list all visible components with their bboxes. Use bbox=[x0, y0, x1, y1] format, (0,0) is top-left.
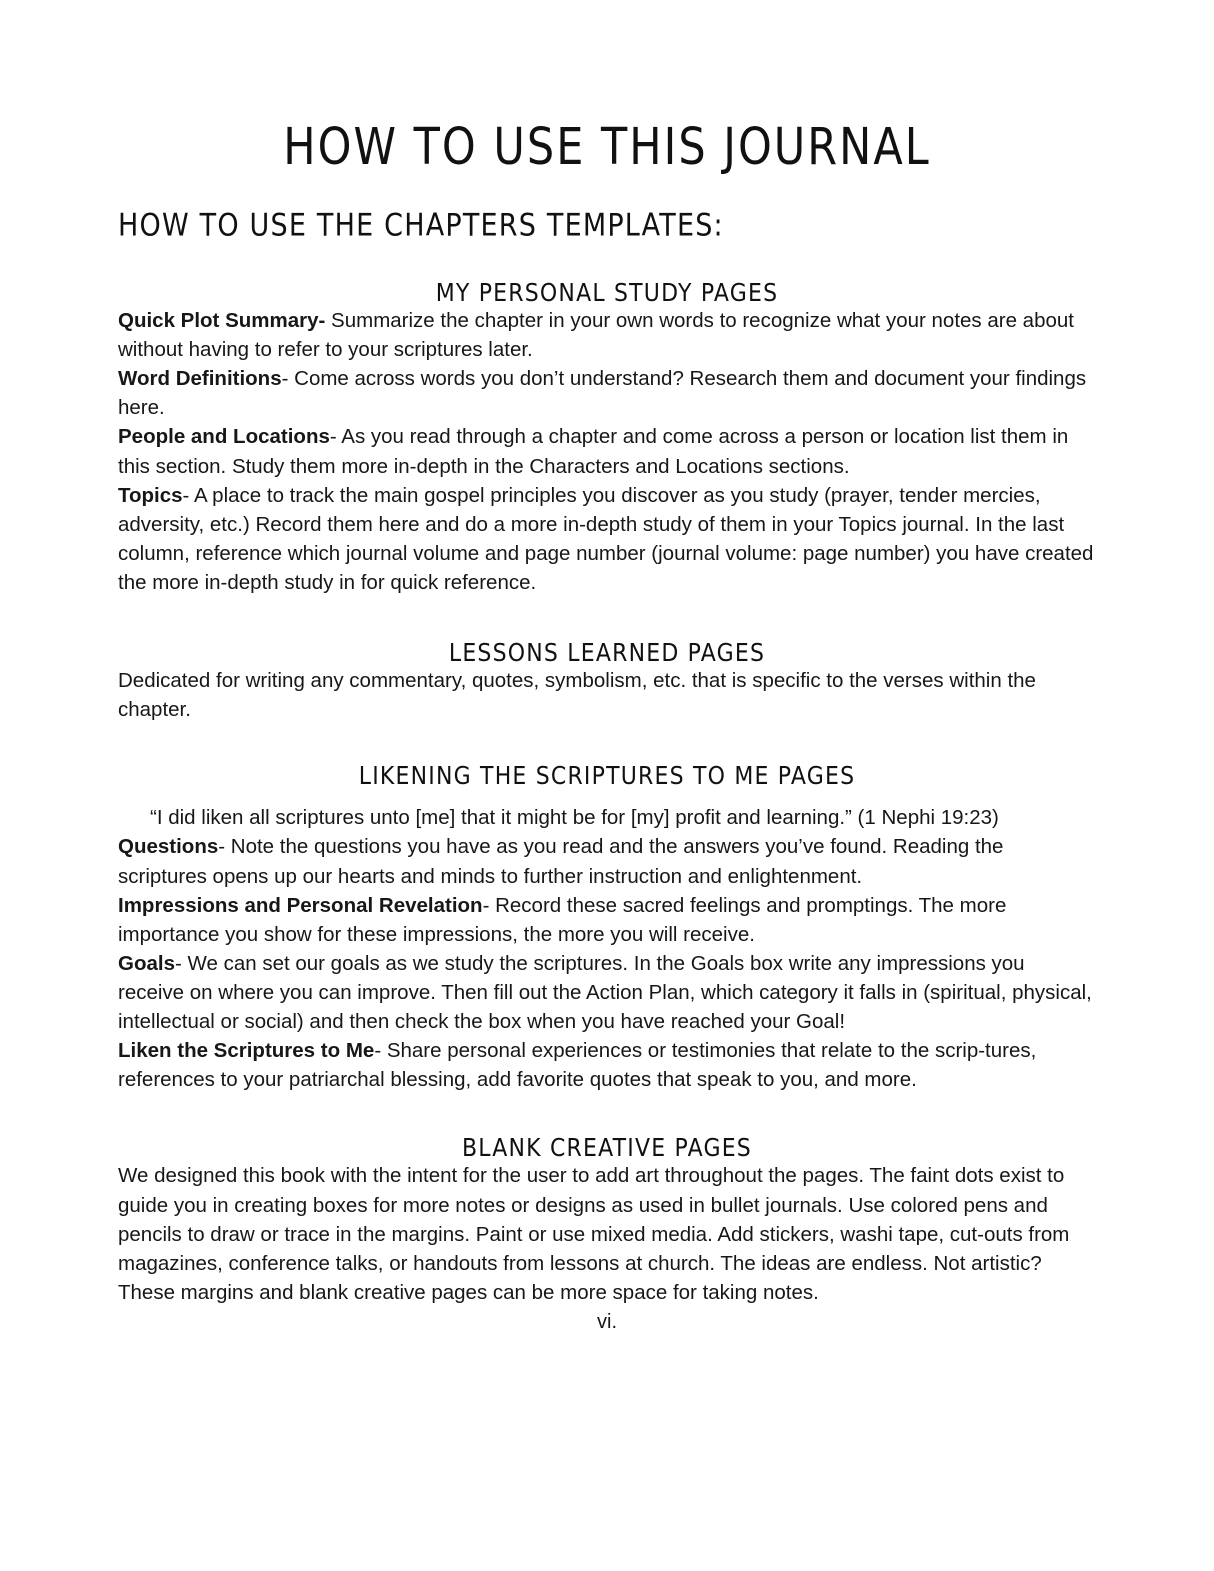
lead-quick-plot-summary: Quick Plot Summary- bbox=[118, 309, 326, 332]
lead-topics: Topics bbox=[118, 483, 183, 507]
text-topics: - A place to track the main gospel principles you discover as you study (prayer, tender mercies, adversity, etc.) Record them here and do a more in-depth study of them in your Topics journal. In the last column, reference which journal volume and page number (journal volume: page number) you have created the more in-depth study in for quick reference. bbox=[118, 483, 1094, 594]
text-liken-scriptures-to-me: - Share personal experiences or testimonies that relate to the scrip-tures, references to your patriarchal blessing, add favorite quotes that speak to you, and more. bbox=[118, 1039, 1037, 1092]
page-title: HOW TO USE THIS JOURNAL bbox=[283, 117, 931, 177]
section-heading-lessons-learned: LESSONS LEARNED PAGES bbox=[448, 639, 766, 668]
paragraph-impressions-personal-revelation bbox=[118, 891, 1096, 949]
lead-liken-scriptures-to-me: Liken the Scriptures to Me bbox=[118, 1039, 375, 1063]
paragraph-word-definitions bbox=[118, 364, 1096, 422]
lead-impressions-personal-revelation: Impressions and Personal Revelation bbox=[118, 893, 483, 917]
text-word-definitions: - Come across words you don’t understand? Research them and document your findings here. bbox=[118, 367, 1087, 420]
paragraph-questions bbox=[118, 832, 1096, 890]
paragraph-liken-scriptures-to-me bbox=[118, 1036, 1096, 1094]
section-heading-blank-creative-pages: BLANK CREATIVE PAGES bbox=[462, 1134, 752, 1164]
text-quick-plot-summary: Summarize the chapter in your own words to recognize what your notes are about without having to refer to your scriptures later. bbox=[118, 309, 1074, 362]
paragraph-topics bbox=[118, 481, 1096, 597]
text-impressions-personal-revelation: - Record these sacred feelings and promptings. The more importance you show for these impressions, the more you will receive. bbox=[118, 893, 1007, 946]
lead-questions: Questions bbox=[118, 835, 219, 859]
subtitle-chapters-templates: HOW TO USE THE CHAPTERS TEMPLATES: bbox=[118, 208, 724, 244]
section-heading-likening-scriptures: LIKENING THE SCRIPTURES TO ME PAGES bbox=[358, 762, 856, 792]
paragraph-goals bbox=[118, 949, 1096, 1036]
lead-goals: Goals bbox=[118, 951, 175, 975]
paragraph-lessons-learned: Dedicated for writing any commentary, quotes, symbolism, etc. that is specific to the verses within the chapter. bbox=[118, 669, 1036, 722]
text-people-and-locations: - As you read through a chapter and come across a person or location list them in this section. Study them more in-depth in the Characters and Locations sections. bbox=[118, 425, 1069, 478]
text-goals: - We can set our goals as we study the scriptures. In the Goals box write any impressions you receive on where you can improve. Then fill out the Action Plan, which category it falls in (spiritual, physical, intellectual or social) and then check the box when you have reached your Goal! bbox=[118, 951, 1092, 1034]
scripture-quote: “I did liken all scriptures unto [me] that it might be for [my] profit and learning.” (1 Nephi 19:23) bbox=[150, 806, 999, 830]
lead-people-and-locations: People and Locations bbox=[118, 425, 330, 449]
page-number: vi. bbox=[597, 1310, 617, 1333]
paragraph-people-and-locations bbox=[118, 422, 1096, 480]
lead-word-definitions: Word Definitions bbox=[118, 367, 282, 391]
paragraph-quick-plot-summary bbox=[118, 306, 1096, 364]
section-heading-personal-study: MY PERSONAL STUDY PAGES bbox=[435, 279, 779, 308]
text-questions: - Note the questions you have as you read and the answers you’ve found. Reading the scriptures opens up our hearts and minds to further instruction and enlightenment. bbox=[118, 835, 1004, 888]
paragraph-blank-creative-pages: We designed this book with the intent for the user to add art throughout the pages. The faint dots exist to guide you in creating boxes for more notes or designs as used in bullet journals. Use colored pens and pencils to draw or trace in the margins. Paint or use mixed media. Add stickers, washi tape, cut-outs from magazines, conference talks, or handouts from lessons at church. The ideas are endless. Not artistic? These margins and blank creative pages can be more space for taking notes. bbox=[118, 1164, 1070, 1304]
